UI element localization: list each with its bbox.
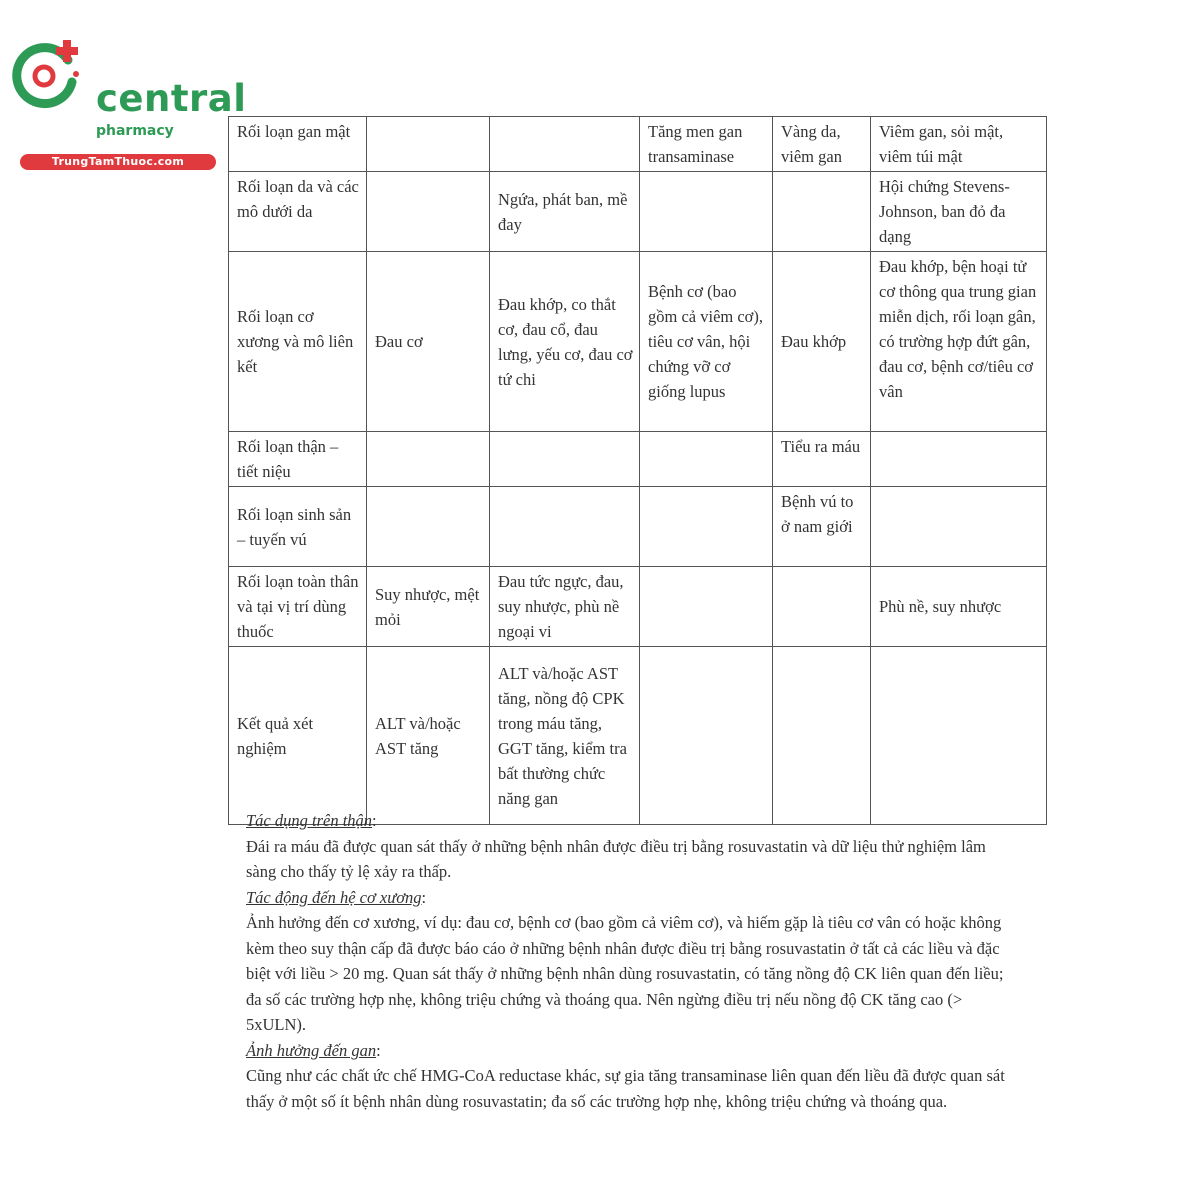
table-cell: Rối loạn sinh sản – tuyến vú: [229, 487, 367, 567]
table-row: [229, 252, 1047, 432]
section-heading-kidney: Tác dụng trên thận:: [246, 811, 377, 830]
table-cell: Đau cơ: [367, 252, 490, 432]
table-cell: [367, 172, 490, 252]
table-cell: [367, 117, 490, 172]
central-pharmacy-logo-icon: [10, 38, 84, 112]
table-cell: Rối loạn gan mật: [229, 117, 367, 172]
table-row: [229, 567, 1047, 647]
table-cell: Đau khớp, co thắt cơ, đau cổ, đau lưng, yếu cơ, đau cơ tứ chi: [490, 252, 640, 432]
table-cell: Bệnh vú to ở nam giới: [773, 487, 871, 567]
table-cell: Rối loạn cơ xương và mô liên kết: [229, 252, 367, 432]
brand-logo: [8, 36, 247, 168]
table-cell: Kết quả xét nghiệm: [229, 647, 367, 825]
brand-name: central: [96, 77, 247, 120]
section-heading-muscle: Tác động đến hệ cơ xương:: [246, 887, 427, 907]
brand-subtitle: pharmacy: [96, 123, 174, 139]
table-cell: [367, 487, 490, 567]
table-cell: [871, 432, 1047, 487]
table-cell: Suy nhược, mệt mỏi: [367, 567, 490, 647]
table-cell: Rối loạn thận – tiết niệu: [229, 432, 367, 487]
table-cell: [640, 432, 773, 487]
table-cell: Bệnh cơ (bao gồm cả viêm cơ), tiêu cơ vân, hội chứng vỡ cơ giống lupus: [640, 252, 773, 432]
section-text-liver: Cũng như các chất ức chế HMG-CoA reductase khác, sự gia tăng transaminase liên quan đến liều đã được quan sát thấy ở một số ít bệnh nhân dùng rosuvastatin; đa số các trường hợp nhẹ, không triệu chứng và thoáng qua.: [246, 1066, 1005, 1111]
brand-website-badge: TrungTamThuoc.com: [20, 154, 216, 170]
table-cell: Rối loạn toàn thân và tại vị trí dùng thuốc: [229, 567, 367, 647]
table-cell: ALT và/hoặc AST tăng, nồng độ CPK trong máu tăng, GGT tăng, kiểm tra bất thường chức năng gan: [490, 647, 640, 825]
table-row: [229, 647, 1047, 825]
table-cell: [640, 567, 773, 647]
table-cell: Đau tức ngực, đau, suy nhược, phù nề ngoại vi: [490, 567, 640, 647]
adverse-effects-notes: [246, 808, 1006, 1114]
table-cell: [490, 432, 640, 487]
table-cell: Đau khớp: [773, 252, 871, 432]
table-row: [229, 172, 1047, 252]
table-cell: [640, 172, 773, 252]
table-cell: ALT và/hoặc AST tăng: [367, 647, 490, 825]
section-text-kidney: Đái ra máu đã được quan sát thấy ở những bệnh nhân được điều trị bằng rosuvastatin và dữ liệu thử nghiệm lâm sàng cho thấy tỷ lệ xảy ra thấp.: [246, 836, 986, 881]
table-cell: [871, 647, 1047, 825]
table-row: [229, 487, 1047, 567]
table-cell: [773, 647, 871, 825]
table-cell: Hội chứng Stevens-Johnson, ban đỏ đa dạng: [871, 172, 1047, 252]
table-cell: Phù nề, suy nhược: [871, 567, 1047, 647]
table-cell: Rối loạn da và các mô dưới da: [229, 172, 367, 252]
table-cell: [640, 487, 773, 567]
section-text-muscle: Ảnh hưởng đến cơ xương, ví dụ: đau cơ, bệnh cơ (bao gồm cả viêm cơ), và hiếm gặp là tiêu cơ vân có hoặc không kèm theo suy thận cấp đã được báo cáo ở những bệnh nhân được điều trị bằng rosuvastatin ở tất cả các liều và đặc biệt với liều > 20 mg. Quan sát thấy ở những bệnh nhân dùng rosuvastatin, có tăng nồng độ CK liên quan đến liều; đa số các trường hợp nhẹ, không triệu chứng và thoáng qua. Nên ngừng điều trị nếu nồng độ CK tăng cao (> 5xULN).: [246, 913, 1004, 1034]
table-cell: Ngứa, phát ban, mề đay: [490, 172, 640, 252]
table-cell: Tăng men gan transaminase: [640, 117, 773, 172]
table-cell: [367, 432, 490, 487]
section-heading-liver: Ảnh hưởng đến gan:: [246, 1040, 381, 1060]
table-cell: [490, 487, 640, 567]
table-cell: Tiểu ra máu: [773, 432, 871, 487]
table-cell: [773, 172, 871, 252]
table-cell: Đau khớp, bện hoại tử cơ thông qua trung gian miễn dịch, rối loạn gân, có trường hợp đứt gân, đau cơ, bệnh cơ/tiêu cơ vân: [871, 252, 1047, 432]
table-row: [229, 432, 1047, 487]
table-cell: [640, 647, 773, 825]
table-cell: Viêm gan, sỏi mật, viêm túi mật: [871, 117, 1047, 172]
adverse-reactions-table: [228, 116, 1047, 825]
table-cell: [773, 567, 871, 647]
table-row: [229, 117, 1047, 172]
table-cell: [490, 117, 640, 172]
table-cell: [871, 487, 1047, 567]
table-cell: Vàng da, viêm gan: [773, 117, 871, 172]
